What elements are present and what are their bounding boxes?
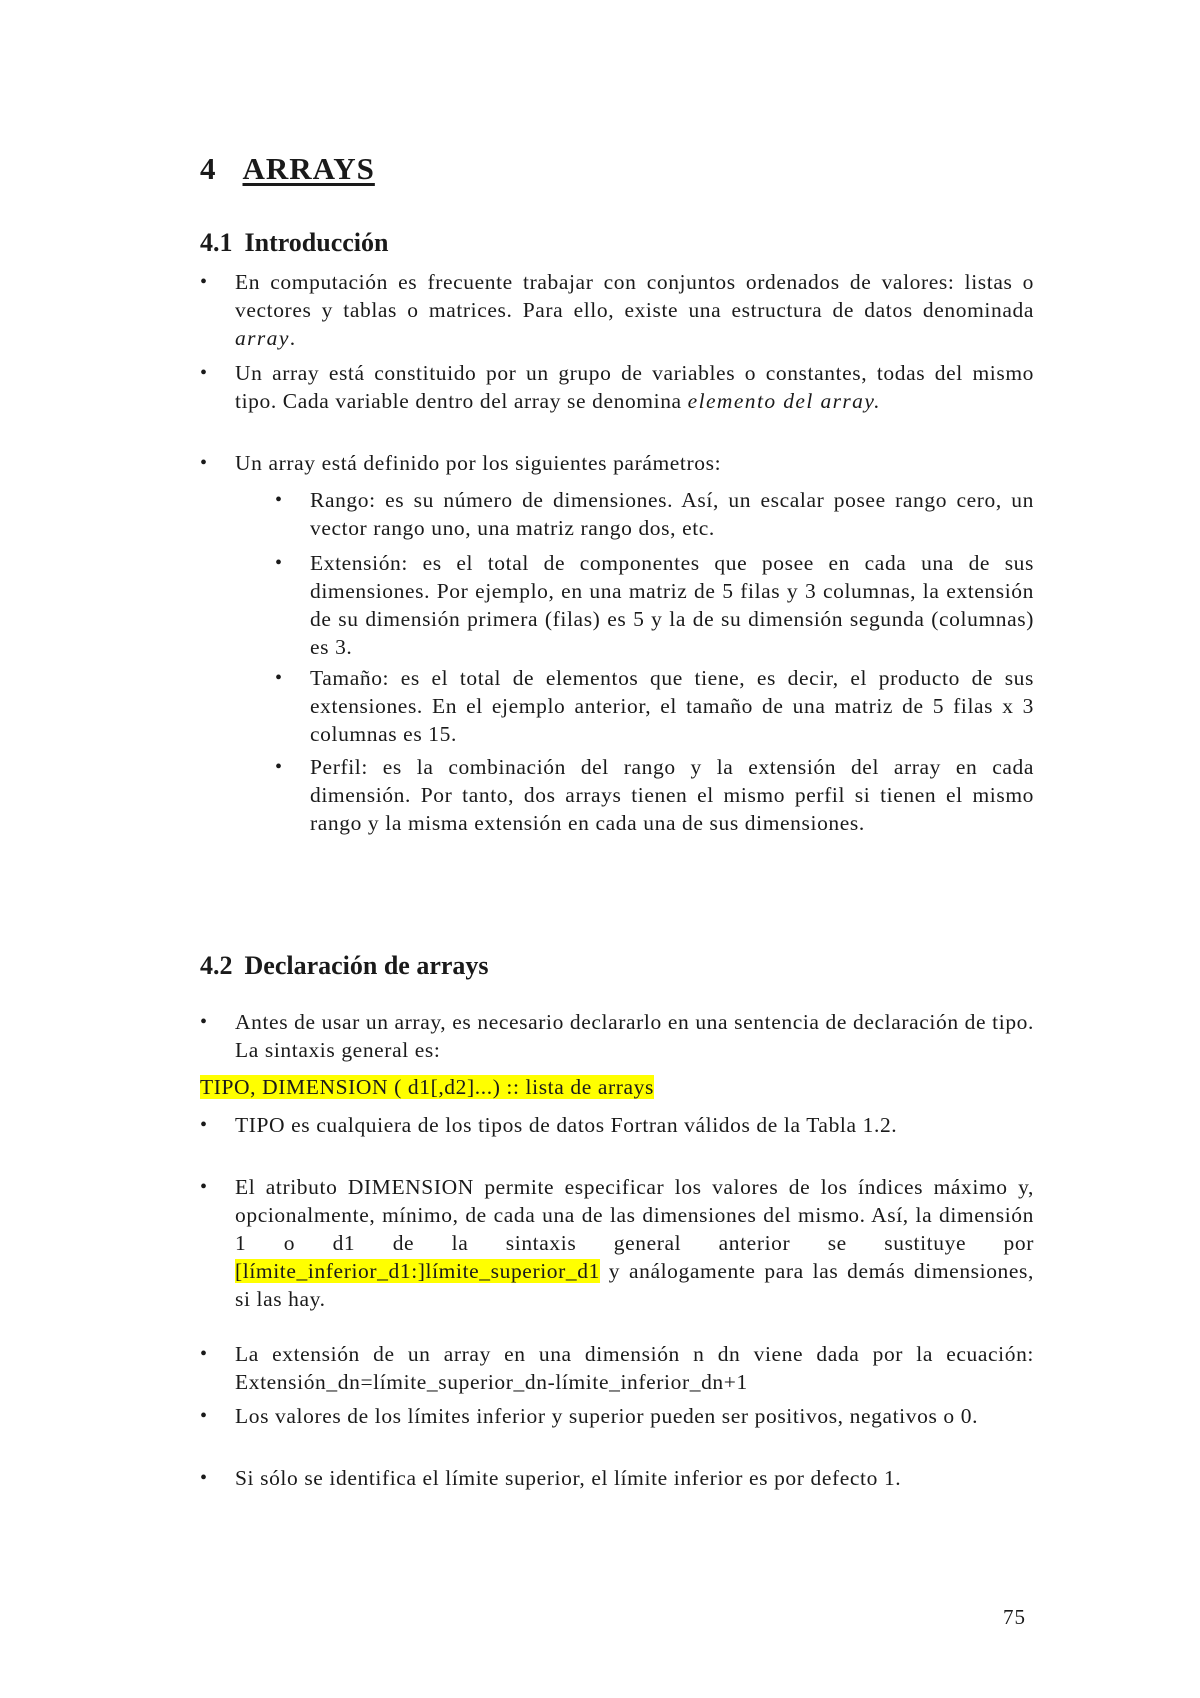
bullet-icon: • (200, 362, 208, 384)
bullet-icon: • (275, 667, 283, 689)
list-item-text: Un array está constituido por un grupo de variables o constantes, todas del mismo tipo. Cada variable dentro del array se denomina elemento del array. (235, 361, 1034, 413)
list-item (200, 359, 1034, 415)
section-number: 4.2 (200, 951, 233, 980)
emphasis: array (235, 326, 290, 350)
section-title: Introducción (244, 228, 389, 257)
section-heading-declaration (200, 950, 489, 981)
section-number: 4.1 (200, 228, 233, 257)
syntax-line (200, 1073, 654, 1101)
list-item (275, 486, 1034, 542)
page-number: 75 (1003, 1605, 1026, 1629)
list-item-text: Extensión: es el total de componentes que posee en cada una de sus dimensiones. Por ejemplo, en una matriz de 5 filas y 3 columnas, la extensión de su dimensión primera (filas) es 5 y la de su dimensión segunda (columnas) es 3. (310, 551, 1034, 659)
list-item-text: Los valores de los límites inferior y superior pueden ser positivos, negativos o 0. (235, 1404, 979, 1428)
list-item-text: La extensión de un array en una dimensión n dn viene dada por la ecuación: Extensión_dn=límite_superior_dn-límite_inferior_dn+1 (235, 1342, 1034, 1394)
list-item-text: Rango: es su número de dimensiones. Así, un escalar posee rango cero, un vector rango uno, una matriz rango dos, etc. (310, 488, 1034, 540)
document-page (200, 150, 1034, 1490)
list-item-text: Un array está definido por los siguientes parámetros: (235, 451, 722, 475)
bullet-icon: • (275, 489, 283, 511)
bullet-icon: • (200, 1405, 208, 1427)
list-item (200, 1402, 1034, 1430)
section-title: Declaración de arrays (244, 951, 489, 980)
bullet-icon: • (275, 552, 283, 574)
list-item (275, 753, 1034, 837)
highlighted-bounds: [límite_inferior_d1:]límite_superior_d1 (235, 1259, 600, 1283)
list-item (200, 1173, 1034, 1313)
list-item-text: Si sólo se identifica el límite superior, el límite inferior es por defecto 1. (235, 1466, 902, 1490)
bullet-icon: • (200, 452, 208, 474)
list-item-text: TIPO es cualquiera de los tipos de datos Fortran válidos de la Tabla 1.2. (235, 1113, 898, 1137)
list-item (200, 268, 1034, 352)
bullet-icon: • (200, 1176, 208, 1198)
list-item-text: Tamaño: es el total de elementos que tiene, es decir, el producto de sus extensiones. En el ejemplo anterior, el tamaño de una matriz de 5 filas x 3 columnas es 15. (310, 666, 1034, 746)
list-item-text: En computación es frecuente trabajar con conjuntos ordenados de valores: listas o vectores y tablas o matrices. Para ello, existe una estructura de datos denominada array. (235, 270, 1034, 350)
bullet-icon: • (200, 1343, 208, 1365)
chapter-title: ARRAYS (242, 151, 375, 186)
list-item (200, 1008, 1034, 1064)
bullet-icon: • (200, 1467, 208, 1489)
list-item (200, 449, 1034, 477)
list-item (200, 1340, 1034, 1396)
bullet-icon: • (200, 271, 208, 293)
section-heading-intro (200, 227, 389, 258)
list-item (200, 1464, 1034, 1492)
bullet-icon: • (200, 1114, 208, 1136)
highlighted-syntax: TIPO, DIMENSION ( d1[,d2]...) :: lista de arrays (200, 1075, 654, 1099)
chapter-heading (200, 150, 1034, 187)
bullet-icon: • (275, 756, 283, 778)
emphasis: elemento del array. (687, 389, 881, 413)
list-item-text: El atributo DIMENSION permite especificar los valores de los índices máximo y, opcionalmente, mínimo, de cada una de las dimensiones del mismo. Así, la dimensión 1 o d1 de la sintaxis general anterior se sustituye por [límite_inferior_d1:]límite_superior_d1 y análogamente para las demás dimensiones, si las hay. (235, 1175, 1034, 1311)
bullet-icon: • (200, 1011, 208, 1033)
list-item (275, 549, 1034, 661)
list-item (200, 1111, 1034, 1139)
list-item (275, 664, 1034, 748)
list-item-text: Antes de usar un array, es necesario declararlo en una sentencia de declaración de tipo. La sintaxis general es: (235, 1010, 1034, 1062)
chapter-number: 4 (200, 151, 217, 186)
list-item-text: Perfil: es la combinación del rango y la extensión del array en cada dimensión. Por tanto, dos arrays tienen el mismo perfil si tienen el mismo rango y la misma extensión en cada una de sus dimensiones. (310, 755, 1034, 835)
